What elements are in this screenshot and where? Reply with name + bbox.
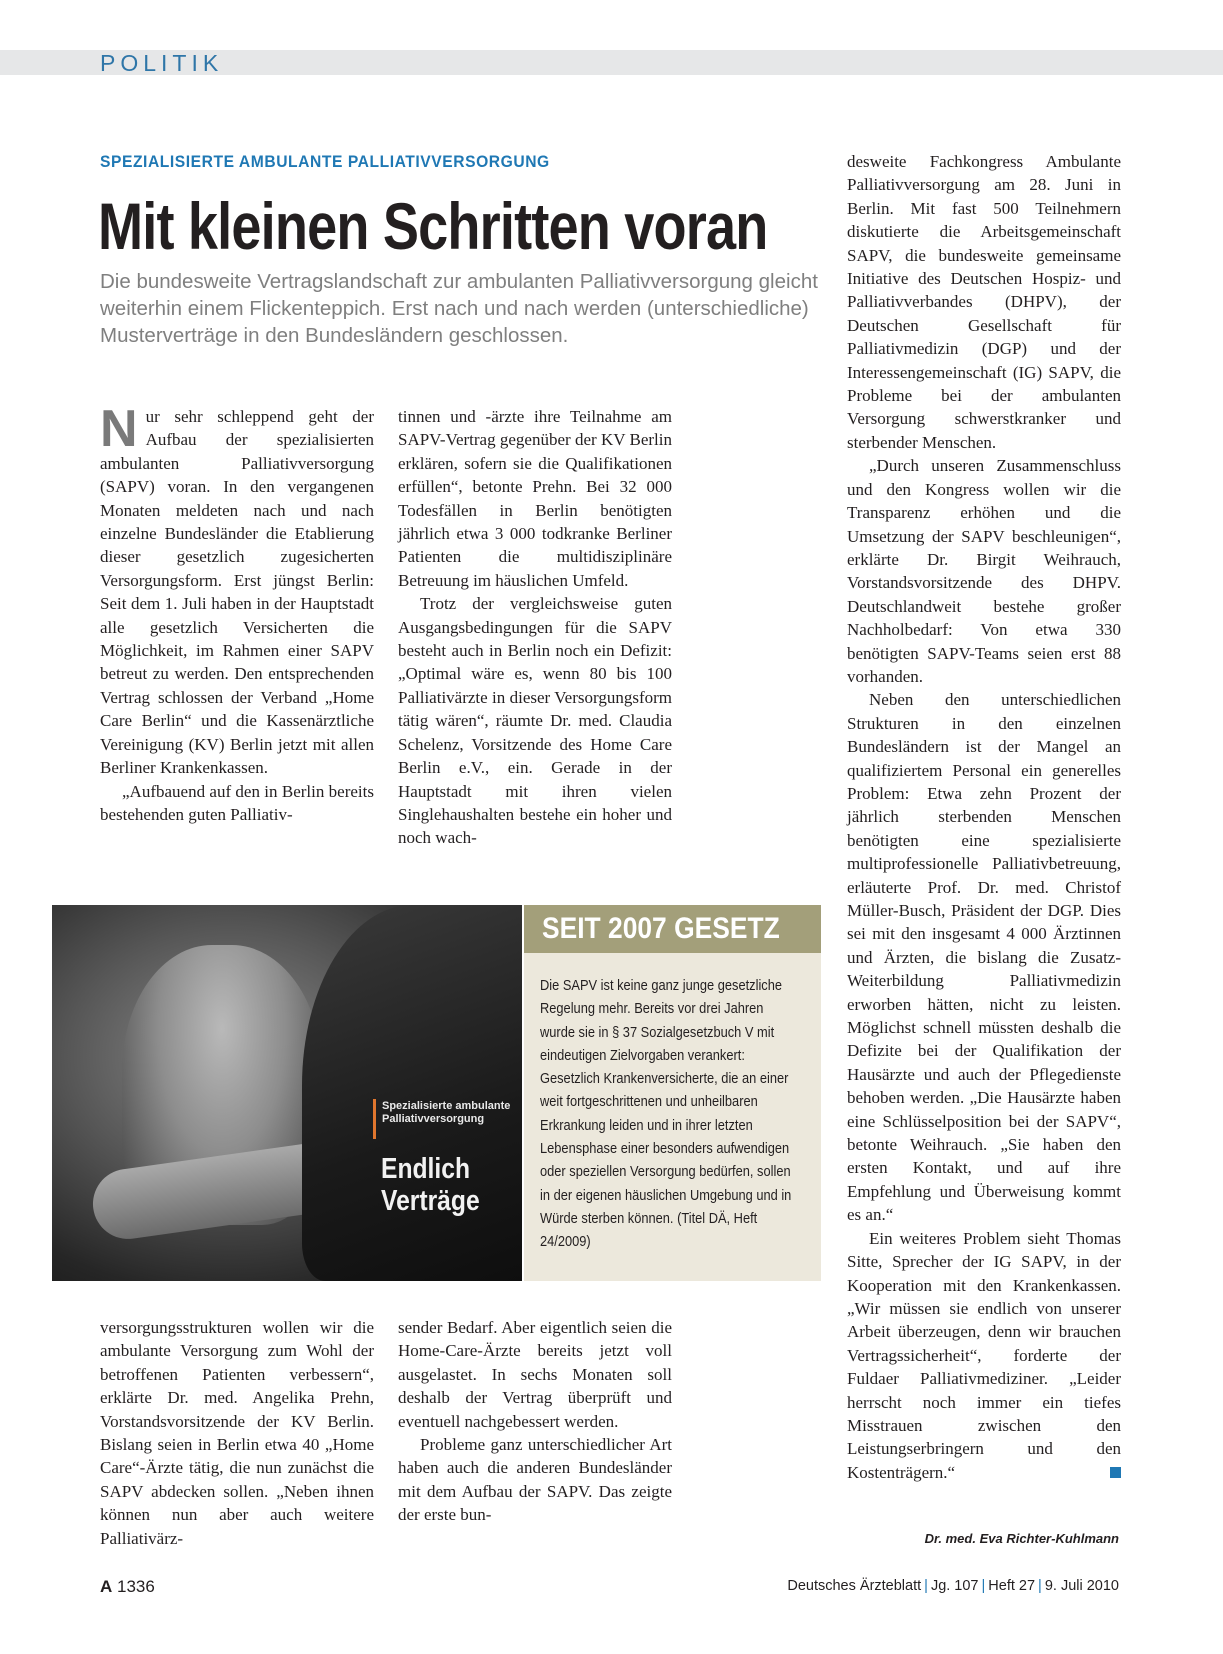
paragraph: „Durch unseren Zusammenschluss und den Kongress wollen wir die Transparenz erhöhen und die Umsetzung der SAPV beschleunigen“, erklärte Dr. Birgit Weihrauch, Vorstandsvorsitzende des DHPV. Deutschlandweit bestehe großer Nachholbedarf: Von etwa 330 benötigten SAPV-Teams seien erst 88 vorhanden.: [847, 456, 1121, 686]
paragraph: Probleme ganz unterschiedlicher Art haben auch die anderen Bundesländer mit dem Aufbau der SAPV. Das zeigte der erste bun-: [398, 1435, 672, 1525]
paragraph: „Aufbauend auf den in Berlin bereits bestehenden guten Palliativ-: [100, 781, 374, 824]
page-number: A 1336: [100, 1577, 155, 1596]
cover-accent-bar: [373, 1099, 376, 1139]
author-byline: Dr. med. Eva Richter-Kuhlmann: [924, 1531, 1119, 1546]
cover-title: Endlich Verträge: [381, 1153, 480, 1217]
paragraph: tinnen und -ärzte ihre Teilnahme am SAPV-Vertrag gegenüber der KV Berlin erklären, sofern sie die Qualifikationen erfüllen“, betonte Prehn. Bei 32 000 Todesfällen in Berlin benötigten jährlich etwa 3 000 todkranke Berliner Patienten die multidisziplinäre Betreuung im häuslichen Umfeld.: [398, 407, 672, 590]
paragraph: desweite Fachkongress Ambulante Palliativversorgung am 28. Juni in Berlin. Mit fast 500 Teilnehmern diskutierte die Arbeitsgemeinschaft SAPV, die bundesweite gemeinsame Initiative des Deutschen Hospiz- und Palliativverbandes (DHPV), der Deutschen Gesellschaft für Palliativmedizin (DGP) und der Interessengemeinschaft (IG) SAPV, die Probleme bei der ambulanten Versorgung schwerstkranker und sterbender Menschen.: [847, 152, 1121, 452]
article-photo: [52, 905, 522, 1281]
journal-footer: Deutsches Ärzteblatt | Jg. 107 | Heft 27 | 9. Juli 2010: [787, 1578, 1119, 1594]
paragraph: Trotz der vergleichsweise guten Ausgangsbedingungen für die SAPV besteht auch in Berlin noch ein Defizit: „Optimal wäre es, wenn 80 bis 100 Palliativärzte in dieser Versorgungsform tätig wären“, räumte Dr. med. Claudia Schelenz, Vorsitzende des Home Care Berlin e.V., ein. Gerade in der Hauptstadt mit ihren vielen Singlehaushalten bestehe ein hoher und noch wach-: [398, 594, 672, 848]
article-lead: Die bundesweite Vertragslandschaft zur ambulanten Palliativversorgung gleicht weiterhin einem Flickenteppich. Erst nach und nach werden (unterschiedliche) Musterverträge in den Bundesländern geschlossen.: [100, 270, 818, 347]
paragraph: Neben den unterschiedlichen Strukturen in den einzelnen Bundesländern ist der Mangel an qualifiziertem Personal ein generelles Problem: Etwa zehn Prozent der jährlich sterbenden Menschen benötigten eine spezialisierte multiprofessionelle Palliativbetreuung, erläuterte Prof. Dr. med. Christof Müller-Busch, Präsident der DGP. Dies sei mit den insgesamt 4 000 Ärztinnen und Ärzten, die bislang die Zusatz-Weiterbildung Palliativmedizin erworben hätten, nicht zu leisten. Möglichst schnell müssten deshalb die Defizite bei der Qualifikation der Hausärzte und auch der Pflegedienste behoben werden. „Die Hausärzte haben eine Schlüsselposition bei der SAPV“, betonte Weihrauch. „Sie haben den ersten Kontakt, und auf ihre Empfehlung und Überweisung kommt es an.“: [847, 690, 1121, 1225]
article-headline: Mit kleinen Schritten voran: [98, 189, 768, 263]
sidebar-box: [524, 953, 821, 1281]
column-2-bottom: [398, 1316, 672, 1527]
paragraph: sender Bedarf. Aber eigentlich seien die Home-Care-Ärzte bereits jetzt voll ausgelastet. In sechs Monaten soll deshalb der Vertrag überprüft und eventuell nachgebessert werden.: [398, 1318, 672, 1431]
photo-doctor: [302, 905, 522, 1281]
paragraph: Nur sehr schleppend geht der Aufbau der spezialisierten ambulanten Palliativversorgung (SAPV) voran. In den vergangenen Monaten meldeten nach und nach einzelne Bundesländer die Etablierung dieser gesetzlich zugesicherten Versorgungsform. Erst jüngst Berlin: Seit dem 1. Juli haben in der Hauptstadt alle gesetzlich Versicherten die Möglichkeit, im Rahmen einer SAPV betreut zu werden. Den entsprechenden Vertrag schlossen der Verband „Home Care Berlin“ und die Kassenärztliche Vereinigung (KV) Berlin jetzt mit allen Berliner Krankenkassen.: [100, 400, 374, 778]
paragraph: versorgungsstrukturen wollen wir die ambulante Versorgung zum Wohl der betroffenen Patienten verbessern“, erklärte Dr. med. Angelika Prehn, Vorstandsvorsitzende der KV Berlin. Bislang seien in Berlin etwa 40 „Home Care“-Ärzte tätig, die nun zunächst die SAPV abdecken sollen. „Neben ihnen können nun aber auch weitere Palliativärz-: [100, 1318, 374, 1548]
article-kicker: SPEZIALISIERTE AMBULANTE PALLIATIVVERSORGUNG: [100, 152, 550, 171]
dropcap: N: [100, 400, 138, 458]
column-1-top: [100, 400, 374, 826]
cover-subtitle: Spezialisierte ambulante Palliativversorgung: [382, 1100, 511, 1125]
column-3: [847, 150, 1121, 1484]
column-2-top: [398, 405, 672, 850]
sidebar-text: Die SAPV ist keine ganz junge gesetzliche Regelung mehr. Bereits vor drei Jahren wurde sie in § 37 Sozialgesetzbuch V mit eindeutigen Zielvorgaben verankert: Gesetzlich Krankenversicherte, die an einer weit fortgeschrittenen und unheilbaren Erkrankung leiden und in ihrer letzten Lebensphase einer besonders aufwendigen oder speziellen Versorgung bedürfen, sollen in der eigenen häuslichen Umgebung und in Würde sterben können. (Titel DÄ, Heft 24/2009): [540, 978, 792, 1251]
sidebar-title: SEIT 2007 GESETZ: [524, 905, 821, 953]
end-mark-icon: [1110, 1467, 1121, 1478]
section-label: POLITIK: [100, 50, 224, 76]
paragraph: Ein weiteres Problem sieht Thomas Sitte, Sprecher der IG SAPV, in der Kooperation mit den Krankenkassen. „Wir müssen sie endlich von unserer Arbeit überzeugen, denn wir brauchen Vertragssicherheit“, forderte der Fuldaer Palliativmediziner. „Leider herrscht noch immer ein tiefes Misstrauen zwischen den Leistungserbringern und den Kostenträgern.“: [847, 1228, 1121, 1482]
column-1-bottom: [100, 1316, 374, 1550]
